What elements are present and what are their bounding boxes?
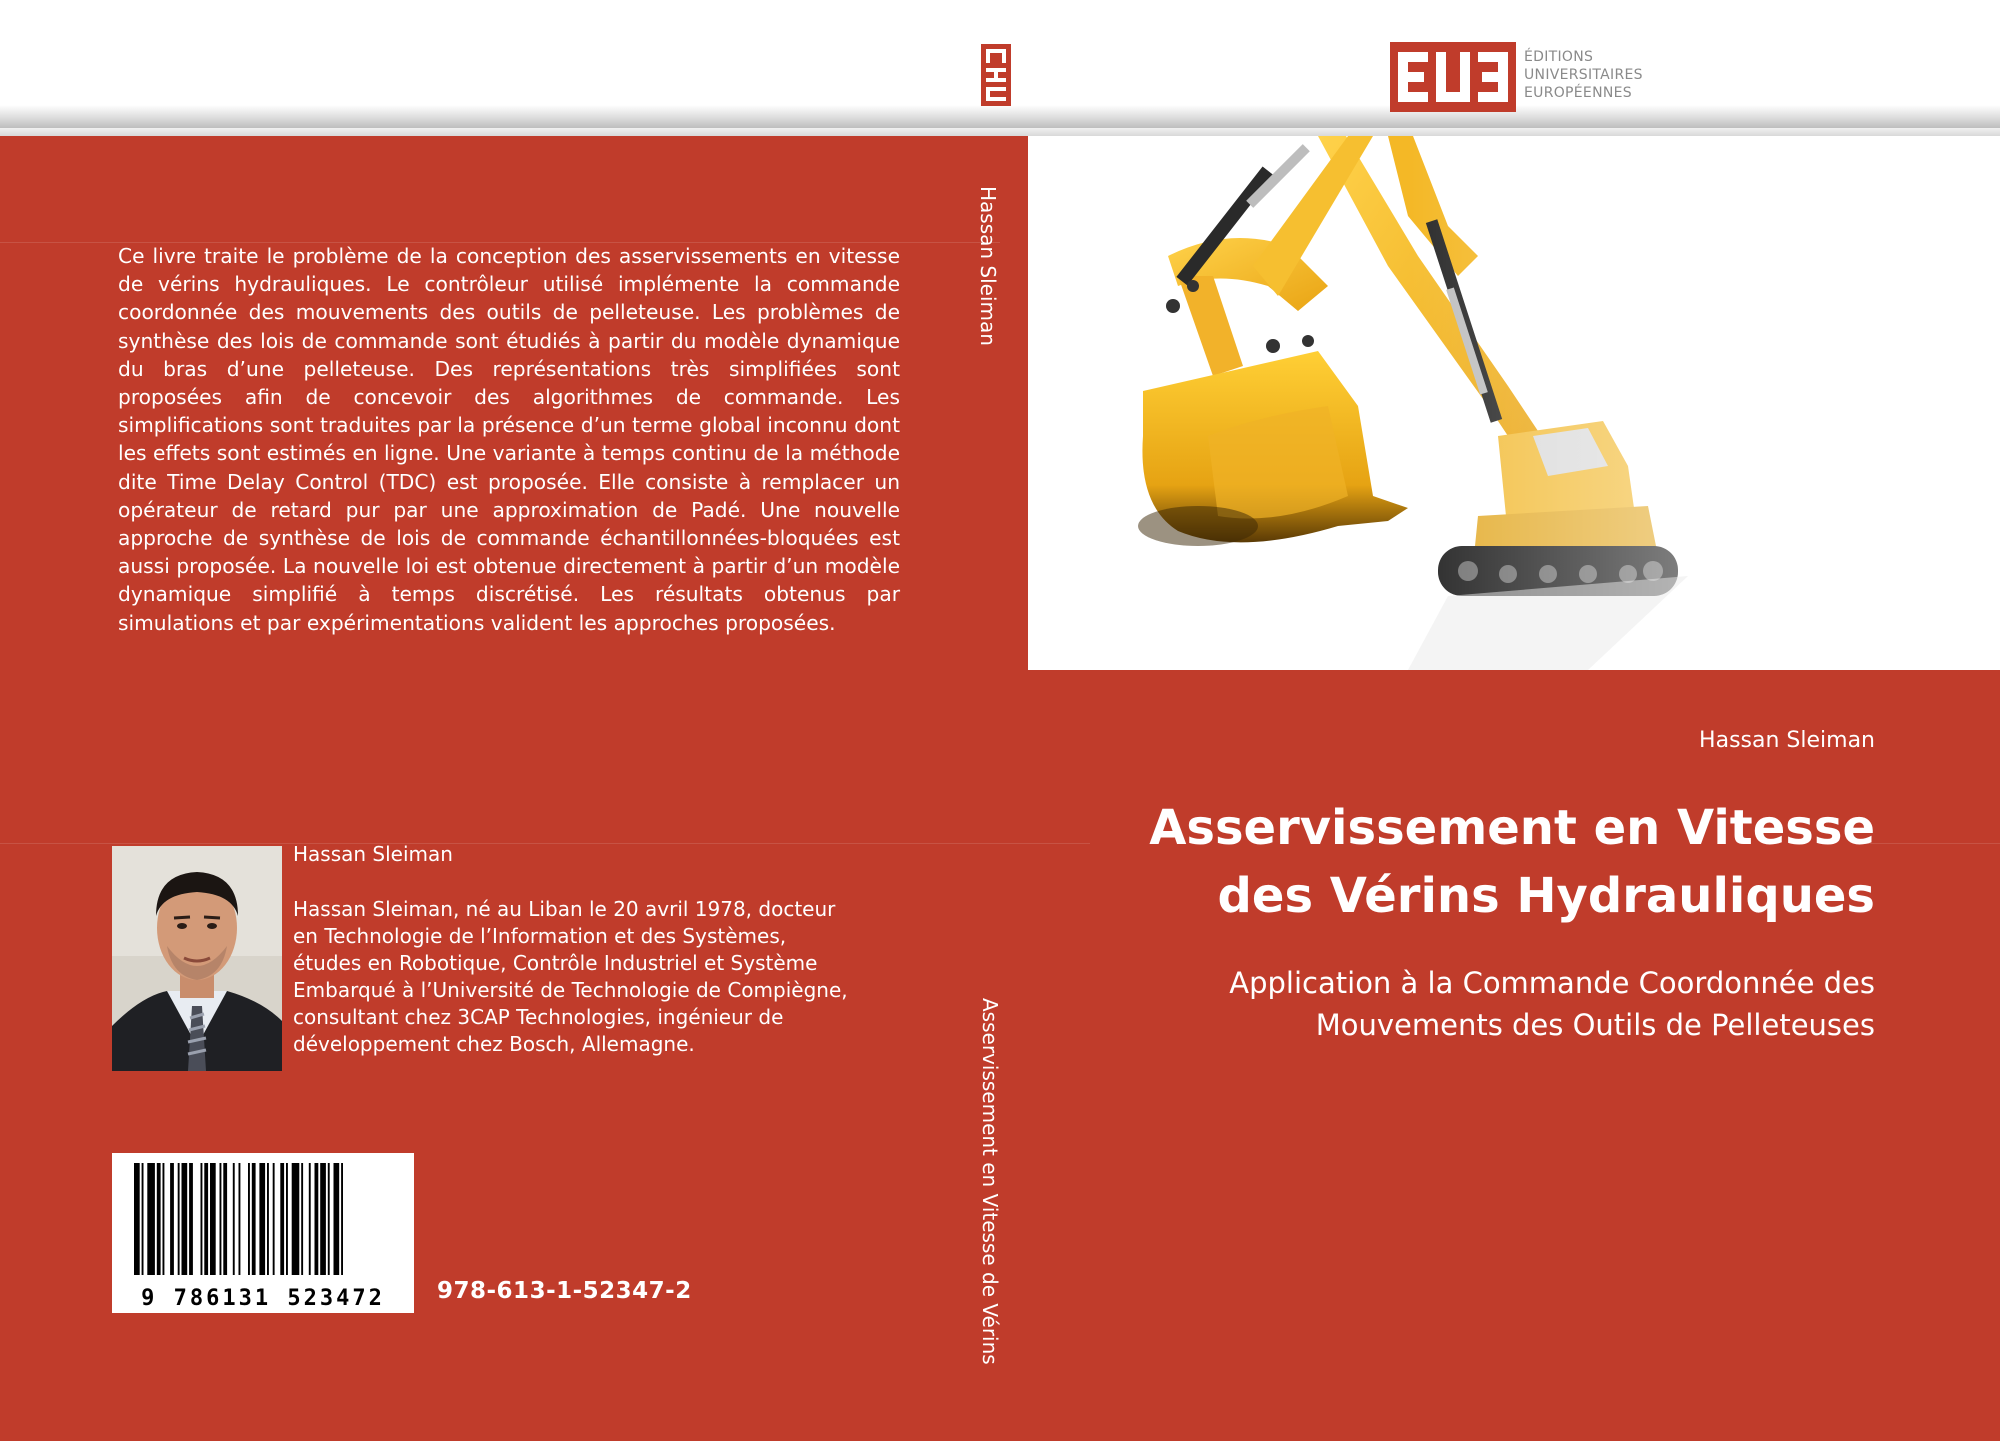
isbn-number: 978-613-1-52347-2 xyxy=(437,1278,692,1304)
barcode-bar xyxy=(147,1163,155,1275)
barcode-bar xyxy=(334,1163,340,1275)
barcode-bar xyxy=(157,1163,161,1275)
barcode-bar xyxy=(252,1163,256,1275)
barcode-bar xyxy=(267,1163,269,1275)
barcode-bar xyxy=(248,1163,250,1275)
barcode-bar xyxy=(286,1163,288,1275)
spine-publisher-logo xyxy=(981,44,1011,106)
barcode-bar xyxy=(273,1163,275,1275)
isbn-barcode xyxy=(112,1153,414,1313)
barcode-bar xyxy=(292,1163,300,1275)
barcode-bar xyxy=(309,1163,311,1275)
barcode-bar xyxy=(315,1163,319,1275)
spine-title: Asservissement en Vitesse de Vérins xyxy=(978,998,1002,1365)
barcode-digits: 9 786131 523472 xyxy=(141,1286,385,1311)
barcode-bar xyxy=(170,1163,174,1275)
barcode-bar xyxy=(201,1163,203,1275)
barcode-bar xyxy=(223,1163,227,1275)
publisher-name xyxy=(1524,48,1643,102)
excavator-illustration xyxy=(1028,136,2000,670)
book-title-line-2: des Vérins Hydrauliques xyxy=(1217,868,1875,924)
barcode-bar xyxy=(189,1163,193,1275)
guide-line xyxy=(1860,843,2000,844)
barcode-bar xyxy=(301,1163,303,1275)
barcode-bar xyxy=(210,1163,216,1275)
barcode-bar xyxy=(142,1163,144,1275)
author-bio-name: Hassan Sleiman xyxy=(293,842,453,866)
publisher-line-1: ÉDITIONS xyxy=(1524,49,1594,65)
barcode-bar xyxy=(239,1163,241,1275)
barcode-bar xyxy=(220,1163,222,1275)
book-subtitle xyxy=(1075,962,1875,1046)
back-cover-description: Ce livre traite le problème de la conception des asservissements en vitesse de vérins hydrauliques. Le contrôleur utilisé implémente la commande coordonnée des mouvements des outils de pelleteuse. Les problèmes de synthèse des lois de commande sont étudiés à partir du modèle dynamique du bras d’une pelleteuse. Des représentations très simplifiées sont proposées afin de concevoir des algorithmes de commande. Les simplifications sont traduites par la présence d’un terme global inconnu dont les effets sont estimés en ligne. Une variante à temps continu de la méthode dite Time Delay Control (TDC) est proposée. Elle consiste à remplacer un opérateur de retard pur par une approximation de Padé. Une nouvelle approche de synthèse de lois de commande échantillonnées-bloquées est aussi proposée. La nouvelle loi est obtenue directement à partir d’un modèle dynamique simplifié à temps discrétisé. Les résultats obtenus par simulations et par expérimentations valident les approches proposées. xyxy=(118,244,900,635)
barcode-bar xyxy=(182,1163,188,1275)
publisher-line-2: UNIVERSITAIRES xyxy=(1524,67,1643,83)
barcode-bar xyxy=(134,1163,140,1275)
guide-line xyxy=(0,843,1090,844)
publisher-logo xyxy=(1390,42,1516,112)
barcode-bar xyxy=(178,1163,180,1275)
barcode-bar xyxy=(280,1163,284,1275)
barcode-bar xyxy=(233,1163,235,1275)
top-divider xyxy=(0,128,2000,136)
publisher-line-3: EUROPÉENNES xyxy=(1524,85,1632,101)
front-author: Hassan Sleiman xyxy=(1699,728,1875,753)
barcode-bar xyxy=(259,1163,265,1275)
barcode-bar xyxy=(341,1163,343,1275)
book-subtitle-line-2: Mouvements des Outils de Pelleteuses xyxy=(1315,1008,1875,1042)
spine-author: Hassan Sleiman xyxy=(976,186,1000,346)
cover-image xyxy=(1028,136,2000,670)
book-title-line-1: Asservissement en Vitesse xyxy=(1149,800,1875,856)
author-portrait xyxy=(112,846,282,1071)
barcode-bar xyxy=(204,1163,208,1275)
barcode-bar xyxy=(328,1163,330,1275)
barcode-bar xyxy=(320,1163,326,1275)
author-biography: Hassan Sleiman, né au Liban le 20 avril 1978, docteur en Technologie de l’Information et des Systèmes, études en Robotique, Contrôle Industriel et Système Embarqué à l’Université de Technologie de Compiègne, consultant chez 3CAP Technologies, ingénieur de développement chez Bosch, Allemagne. xyxy=(293,897,848,1056)
book-subtitle-line-1: Application à la Commande Coordonnée des xyxy=(1229,966,1875,1000)
barcode-bar xyxy=(163,1163,165,1275)
author-photo xyxy=(112,846,282,1071)
book-title xyxy=(1075,794,1875,930)
